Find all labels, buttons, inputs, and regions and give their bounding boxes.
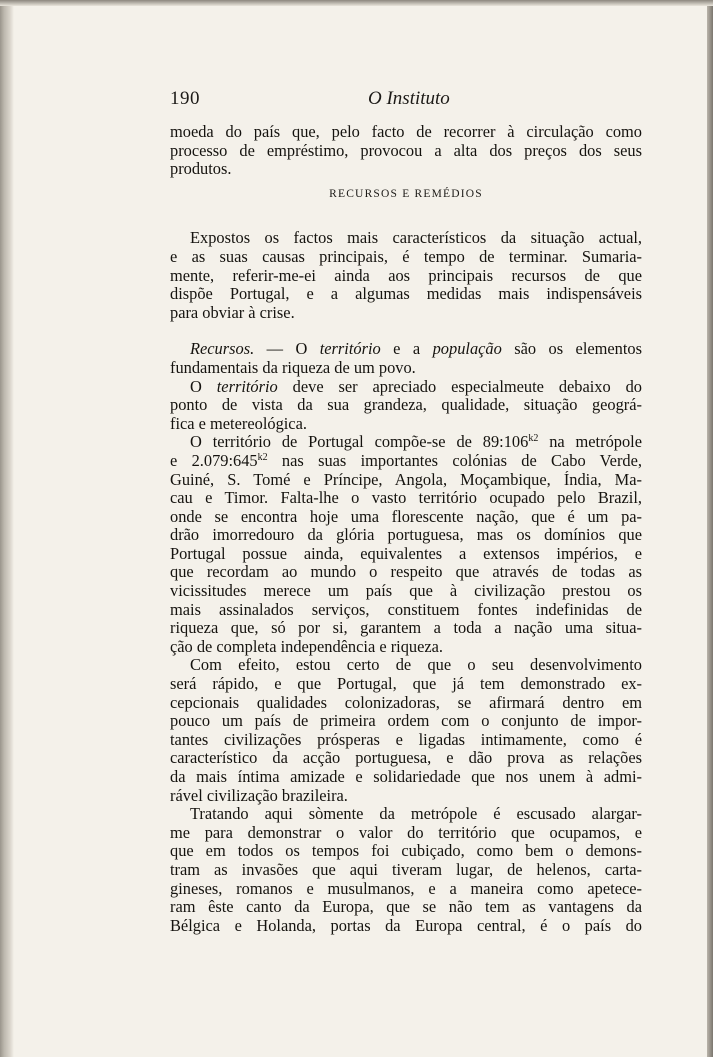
section-heading: RECURSOS E REMÉDIOS [329,187,483,200]
text-line: Guiné, S. Tomé e Príncipe, Angola, Moçambique, Índia, Ma- [170,470,642,489]
text-line: fica e metereológica. [170,414,307,433]
text-line: drão imorredouro da glória portuguesa, mas os domínios que [170,526,642,545]
run-in-heading: Recursos. [190,340,255,359]
text-line: Portugal possue ainda, equivalentes a extensos impérios, e [170,544,642,563]
text-line: riqueza que, só por si, garantem a toda a nação uma situa- [170,619,642,638]
text-line: ram êste canto da Europa, que se não tem as vantagens da [170,898,642,917]
text-line: vicissitudes merece um país que à civilização prestou os [170,582,642,601]
text-line: onde se encontra hoje uma florescente nação, que é um pa- [170,507,642,526]
text-line [170,452,642,471]
paragraph [170,656,642,805]
text-line: da mais íntima amizade e solidariedade que nos unem à admi- [170,768,642,786]
unit-superscript: k2 [528,433,539,445]
page-top-shadow [0,0,713,6]
text-fragment: nas suas importantes colónias de Cabo Verde, [267,451,642,470]
text-line: gineses, romanos e musulmanos, e a maneira como apetece- [170,879,642,898]
text-fragment: O território de Portugal compõe-se de 89:106 [190,433,529,452]
paragraph [170,229,642,322]
text-line: processo de empréstimo, provocou a alta dos preços dos seus [170,141,642,160]
paragraph-continuation [170,123,642,179]
text-line: fundamentais da riqueza de um povo. [170,358,416,377]
text-line: tantes civilizações prósperas e ligadas intimamente, como é [170,730,642,749]
text-line: rável civilização brazileira. [170,786,348,805]
paragraph [170,805,642,935]
text-line: moeda do país que, pelo facto de recorrer à circulação como [170,123,642,141]
text-line: ponto de vista da sua grandeza, qualidade, situação geográ- [170,396,642,415]
paragraph [170,433,642,656]
text-line: Bélgica e Holanda, portas da Europa central, é o país do [170,916,642,935]
text-line [170,378,642,397]
text-line [170,433,642,452]
text-line: pouco um país de primeira ordem com o conjunto de impor- [170,712,642,731]
text-line: Tratando aqui sòmente da metrópole é escusado alargar- [190,805,642,824]
text-line: cepcionais qualidades colonizadoras, se afirmará dentro em [170,693,642,712]
text-line: e as suas causas principais, é tempo de terminar. Sumaria- [170,247,642,266]
text-line: dispõe Portugal, e a algumas medidas mais indispensáveis [170,285,642,304]
journal-title: O Instituto [368,88,450,109]
text-fragment: e 2.079:645 [170,451,258,470]
text-line: para obviar à crise. [170,303,295,322]
text-line: será rápido, e que Portugal, que já tem demonstrado ex- [170,675,642,694]
page-number: 190 [170,88,200,109]
text-fragment: são os elementos [501,340,642,359]
text-fragment: — O [254,340,320,359]
body-text [170,123,642,935]
page-binding-shadow [0,0,14,1057]
text-line: tram as invasões que aqui tiveram lugar, de helenos, carta- [170,860,642,879]
emphasis-territorio: território [216,377,278,396]
text-line: Expostos os factos mais característicos da situação actual, [190,229,642,248]
page-edge-shadow [707,0,713,1057]
text-line: característico da acção portuguesa, e dão prova as relações [170,749,642,768]
text-line: Com efeito, estou certo de que o seu desenvolvimento [190,656,642,675]
text-fragment: O [190,377,217,396]
emphasis-territorio: território [319,340,381,359]
paragraph [170,378,642,434]
text-line: produtos. [170,160,232,179]
text-line: me para demonstrar o valor do território que ocupamos, e [170,823,642,842]
text-line: que recordam ao mundo o respeito que através de todas as [170,563,642,582]
paragraph-recursos [170,340,642,377]
text-fragment: e a [380,340,433,359]
paragraph-gap [170,322,642,340]
text-line: mais assinalados serviços, constituem fontes indefinidas de [170,600,642,619]
emphasis-populacao: população [432,340,502,359]
text-fragment: deve ser apreciado especialmeute debaixo do [277,377,642,396]
running-head [170,88,642,114]
text-line [170,340,642,359]
unit-superscript: k2 [257,451,268,463]
text-line: cau e Timor. Falta-lhe o vasto território ocupado pelo Brazil, [170,489,642,508]
text-fragment: na metrópole [538,433,642,452]
text-line: que em todos os tempos foi cubiçado, como bem o demons- [170,842,642,861]
text-line: ção de completa independência e riqueza. [170,637,444,656]
text-line: mente, referir-me-ei ainda aos principais recursos de que [170,266,642,285]
